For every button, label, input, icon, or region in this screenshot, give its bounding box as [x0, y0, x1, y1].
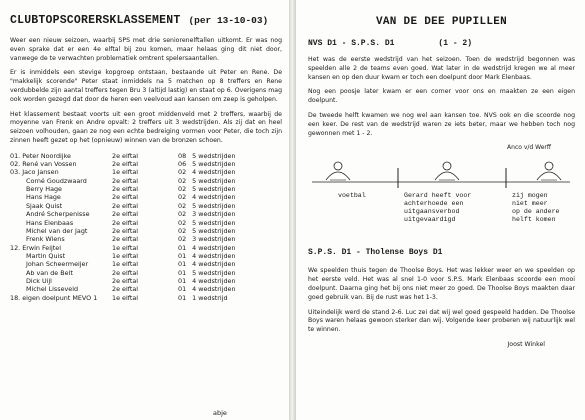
cartoon — [308, 144, 575, 240]
match1-paragraph-2: Nog een poosje later kwam er een corner voor ons en maakten ze een eigen doelpunt. — [308, 88, 575, 105]
player-matches: 4 wedstrijden — [192, 276, 236, 285]
topscorer-table — [10, 152, 262, 302]
table-row — [10, 294, 262, 302]
table-row — [10, 160, 262, 168]
player-team: 1e elftal — [112, 251, 139, 260]
book-gutter — [289, 0, 296, 420]
player-name: Johan Scheermeijer — [26, 260, 89, 269]
player-team: 2e elftal — [112, 201, 139, 210]
player-name: Michel Lisseveld — [26, 285, 79, 294]
player-goals: 08 — [178, 151, 187, 160]
player-matches: 4 wedstrijden — [192, 168, 236, 177]
match2-paragraph-2: Uiteindelijk werd de stand 2-6. Luc zei dat wij wel goed gespeeld hadden. De Thoolse Boys waren helaas gewoon sterker dan wij. Volgende keer proberen wij natuurlijk wel te winnen. — [308, 308, 575, 334]
intro-paragraph-1: Weer een nieuw seizoen, waarbij SPS met drie seniorenelftallen uitkomt. Er was nog even sprake dat er een 4e elftal bij zou komen, maar helaas ging dit niet door, vanwege de te verwachten problematiek omtrent spelersaantallen. — [10, 37, 282, 62]
match2-header: S.P.S. D1 - Tholense Boys D1 — [308, 248, 443, 258]
player-name: Hans Elenbaas — [26, 218, 74, 227]
player-name: 01. Peter Noordijke — [10, 151, 71, 160]
table-row — [10, 210, 262, 218]
player-matches: 4 wedstrijden — [192, 193, 236, 202]
match1-paragraph-1: Het was de eerste wedstrijd van het seizoen. Toen de wedstrijd begonnen was speelden alle 2 de teams even goed. Wat later in de wedstrijd kregen we al meer kansen en op den duur kwam er toch een doelpunt door Mark Elenbaas. — [308, 56, 575, 81]
table-row — [10, 152, 262, 160]
page-mark: abje — [213, 409, 227, 417]
player-team: 2e elftal — [112, 218, 139, 227]
player-goals: 01 — [178, 285, 187, 294]
player-name: 18. eigen doelpunt MEVO 1 — [10, 293, 98, 302]
match1-teams: NVS D1 - S.P.S. D1 — [308, 39, 395, 48]
player-name: 03. Jaco Jansen — [10, 168, 59, 177]
left-page — [0, 0, 290, 420]
player-goals: 01 — [178, 268, 187, 277]
player-name: Michel van der Jagt — [26, 226, 88, 235]
cartoon-caption-3: zij mogen niet meer op de andere helft komen — [512, 192, 560, 223]
player-goals: 02 — [178, 185, 187, 194]
player-team: 2e elftal — [112, 151, 139, 160]
player-goals: 02 — [178, 210, 187, 219]
player-matches: 3 wedstrijden — [192, 235, 236, 244]
player-name: André Scherpenisse — [26, 210, 90, 219]
player-team: 2e elftal — [112, 276, 139, 285]
match1-header — [308, 39, 575, 48]
cartoon-credit: Anco v/d Werff — [507, 144, 551, 152]
player-matches: 3 wedstrijden — [192, 210, 236, 219]
player-goals: 02 — [178, 168, 187, 177]
table-row — [10, 185, 262, 193]
match2-paragraph-1: We speelden thuis tegen de Thoolse Boys. Het was lekker weer en we speelden op het eerste veld. Het was al snel 1-0 voor S.P.S. Mark Elenbaas scoorde een mooi doelpunt. Daarna ging het bij ons niet meer zo goed. De Thoolse Boys maakten daar goed gebruik van. Bij de rust was het 1-3. — [308, 267, 575, 301]
player-matches: 5 wedstrijden — [192, 185, 236, 194]
table-row — [10, 244, 262, 252]
left-header — [10, 14, 282, 27]
player-name: Dick Uijl — [26, 276, 52, 285]
player-goals: 02 — [178, 201, 187, 210]
table-row — [10, 235, 262, 243]
table-row — [10, 269, 262, 277]
player-name: 12. Erwin Feijtel — [10, 243, 61, 252]
article-signature: Joost Winkel — [507, 340, 545, 348]
player-goals: 02 — [178, 176, 187, 185]
player-team: 1e elftal — [112, 260, 139, 269]
player-name: Martin Quist — [26, 251, 66, 260]
right-page — [296, 0, 585, 420]
page-title-right: VAN DE DEE PUPILLEN — [375, 16, 508, 28]
match1-score: (1 - 2) — [438, 39, 473, 48]
player-team: 1e elftal — [112, 168, 139, 177]
player-team: 1e elftal — [112, 243, 139, 252]
player-matches: 4 wedstrijden — [192, 251, 236, 260]
player-team: 2e elftal — [112, 176, 139, 185]
player-team: 2e elftal — [112, 268, 139, 277]
table-row — [10, 252, 262, 260]
player-goals: 06 — [178, 160, 187, 169]
table-row — [10, 277, 262, 285]
player-matches: 4 wedstrijden — [192, 243, 236, 252]
player-matches: 5 wedstrijden — [192, 201, 236, 210]
player-matches: 5 wedstrijden — [192, 151, 236, 160]
cartoon-caption-1: voetbal — [338, 192, 366, 200]
table-row — [10, 202, 262, 210]
player-name: 02. René van Vossen — [10, 160, 77, 169]
intro-paragraph-2: Er is inmiddels een stevige kopgroep ontstaan, bestaande uit Peter en Rene. De "makkelijk scorende" Peter staat inmiddels na 5 matchen op 8 treffers en Rene verdubbelde zijn aantal treffers tegen Bru 3 (altijd lastig) en staat op 6. Overigens mag ook worden gezegd dat door de heren een veelvoud aan kansen om zeep is geholpen. — [10, 69, 282, 103]
player-goals: 01 — [178, 276, 187, 285]
player-matches: 5 wedstrijden — [192, 160, 236, 169]
player-matches: 5 wedstrijden — [192, 268, 236, 277]
player-goals: 02 — [178, 218, 187, 227]
intro-paragraph-3: Het klassement bestaat voorts uit een groot middenveld met 2 treffers, waarbij de moyenne van Frenk en Andre opvalt: 2 treffers uit 3 wedstrijden. Als zij dat en heel seizoen volhouden, gaan ze nog een echte bedreiging vormen voor Peter, die toch zijn zinnen heeft gezet op het (opnieuw) winnen van de bronzen schoen. — [10, 110, 282, 144]
cartoon-drawing — [308, 154, 575, 194]
player-figure-2 — [435, 162, 459, 180]
player-goals: 01 — [178, 260, 187, 269]
player-team: 2e elftal — [112, 235, 139, 244]
table-row — [10, 219, 262, 227]
player-matches: 4 wedstrijden — [192, 260, 236, 269]
page-title: CLUBTOPSCORERSKLASSEMENT — [10, 14, 181, 27]
player-goals: 02 — [178, 235, 187, 244]
player-goals: 01 — [178, 293, 187, 302]
table-row — [10, 168, 262, 176]
table-row — [10, 285, 262, 293]
table-row — [10, 260, 262, 268]
player-goals: 02 — [178, 193, 187, 202]
player-team: 2e elftal — [112, 160, 139, 169]
table-row — [10, 193, 262, 201]
table-row — [10, 177, 262, 185]
player-matches: 1 wedstrijd — [192, 293, 228, 302]
player-matches: 4 wedstrijden — [192, 285, 236, 294]
cartoon-caption-2: Gerard heeft voor achterhoede een uitgaansverbod uitgevaardigd — [404, 192, 472, 223]
player-name: Sjaak Quist — [26, 201, 63, 210]
player-team: 1e elftal — [112, 293, 139, 302]
player-name: Berry Hage — [26, 185, 62, 194]
player-name: Ab van de Belt — [26, 268, 73, 277]
player-name: Corné Goudzwaard — [26, 176, 87, 185]
player-matches: 5 wedstrijden — [192, 226, 236, 235]
player-name: Frenk Wiens — [26, 235, 65, 244]
player-goals: 02 — [178, 226, 187, 235]
player-team: 2e elftal — [112, 226, 139, 235]
player-team: 2e elftal — [112, 193, 139, 202]
match1-paragraph-3: De tweede helft kwamen we nog wel aan kansen toe. NVS ook en die scoorde nog een keer. De rest van de wedstrijd waren ze iets beter, maar we hebben toch nog gewonnen met 1 - 2. — [308, 111, 575, 137]
player-team: 2e elftal — [112, 285, 139, 294]
player-figure-1 — [326, 162, 350, 180]
player-goals: 01 — [178, 243, 187, 252]
player-figure-3 — [537, 162, 561, 180]
player-goals: 01 — [178, 251, 187, 260]
player-matches: 5 wedstrijden — [192, 218, 236, 227]
page-date: (per 13-10-03) — [188, 15, 269, 26]
player-team: 2e elftal — [112, 185, 139, 194]
player-matches: 5 wedstrijden — [192, 176, 236, 185]
player-name: Hans Hage — [26, 193, 61, 202]
player-team: 2e elftal — [112, 210, 139, 219]
table-row — [10, 227, 262, 235]
